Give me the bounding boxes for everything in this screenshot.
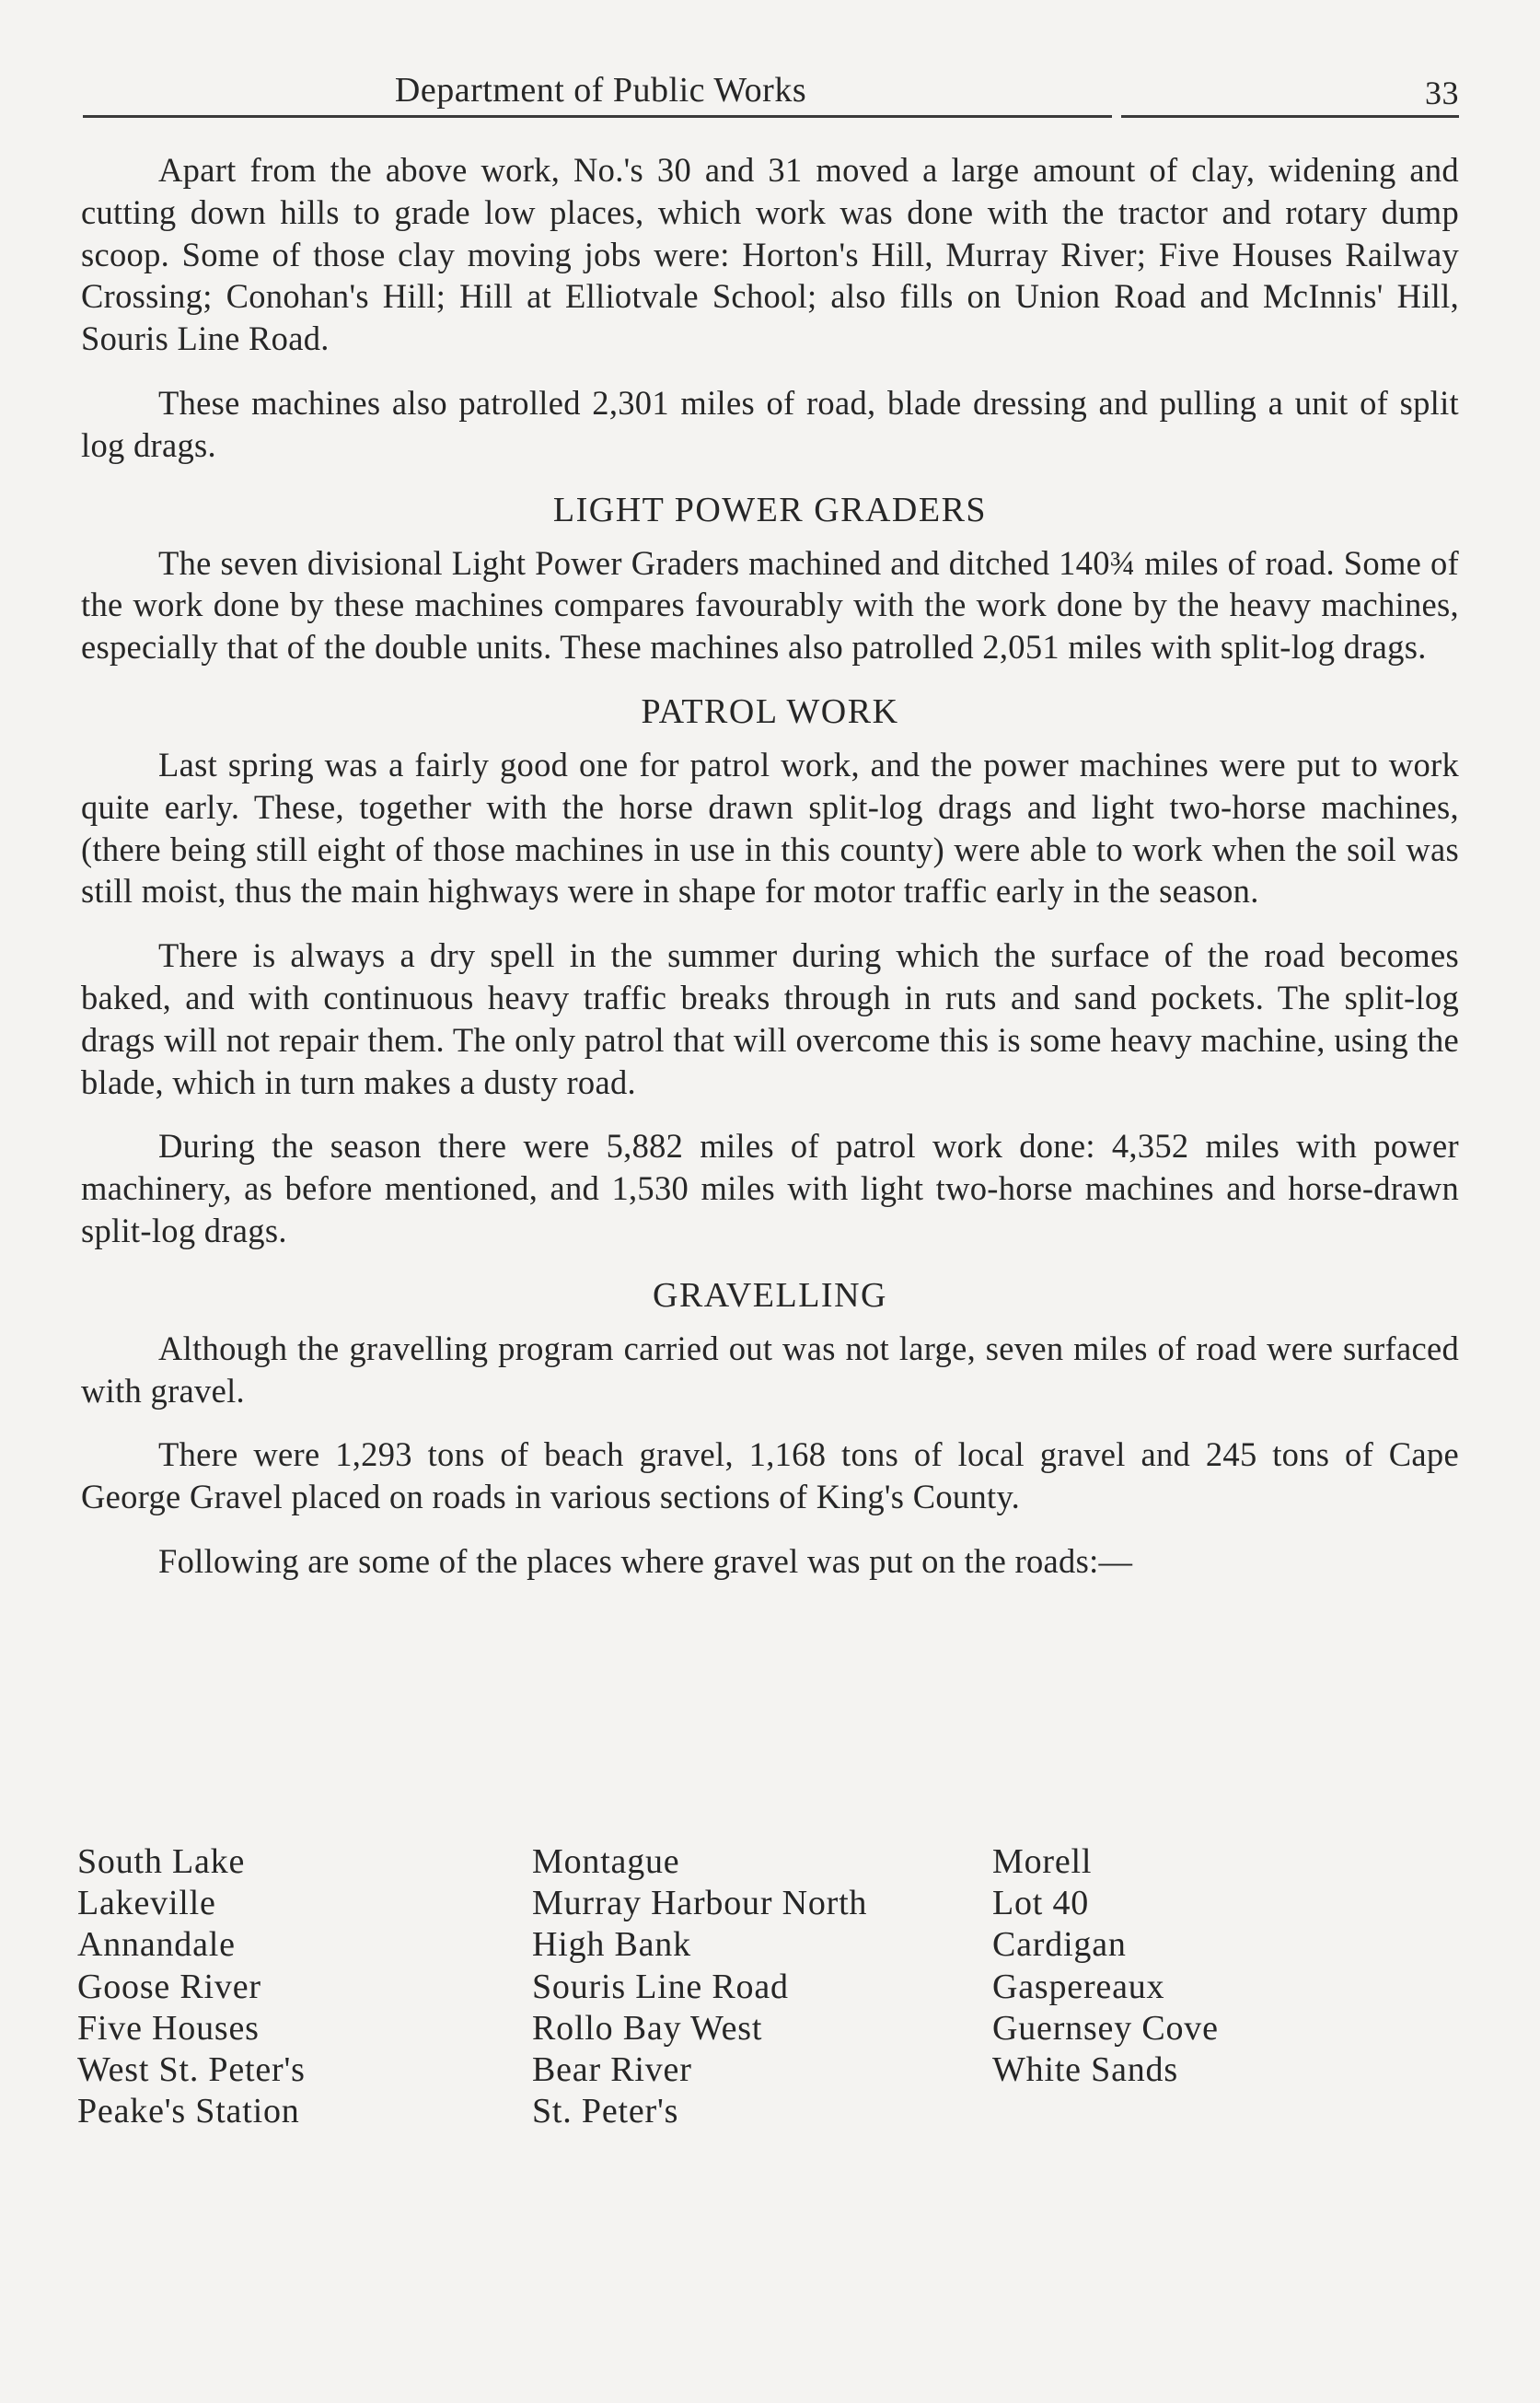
running-title: Department of Public Works xyxy=(394,71,807,110)
place-item: White Sands xyxy=(992,2050,1178,2090)
paragraph-clay-moving: Apart from the above work, No.'s 30 and 31 moved a large amount of clay, widening and cutting down hills to grade low places, which work was done with the tractor and rotary dump scoop. Some of those clay moving jobs were: Horton's Hill, Murray River; Five Houses Railway Crossing; Conohan's Hill; Hill at Elliotvale School; also fills on Union Road and McInnis' Hill, Souris Line Road. xyxy=(81,151,1459,358)
page-number: 33 xyxy=(1425,75,1459,111)
place-item: Lakeville xyxy=(77,1884,216,1923)
place-item: Souris Line Road xyxy=(532,1967,789,2006)
paragraph-patrol-miles: During the season there were 5,882 miles of patrol work done: 4,352 miles with power machinery, as before mentioned, and 1,530 miles with light two-horse machines and horse-drawn split-log drags. xyxy=(81,1127,1459,1249)
place-item: High Bank xyxy=(532,1925,691,1965)
paragraph-patrolled-miles: These machines also patrolled 2,301 miles of road, blade dressing and pulling a unit of split log drags. xyxy=(81,383,1459,464)
paragraph-patrol-spring: Last spring was a fairly good one for patrol work, and the power machines were put to work quite early. These, together with the horse drawn split-log drags and light two-horse machines, (there being still eight of those machines in use in this county) were able to work when the soil was still moist, thus the main highways were in shape for motor traffic early in the season. xyxy=(81,745,1459,911)
heading-patrol-work: PATROL WORK xyxy=(641,691,899,731)
places-column-3 xyxy=(992,1841,1219,2091)
paragraph-places-intro: Following are some of the places where gravel was put on the roads:— xyxy=(158,1541,1133,1580)
place-item: Lot 40 xyxy=(992,1884,1090,1923)
header-rule-right xyxy=(1121,115,1459,118)
page-header xyxy=(83,64,1459,116)
place-item: St. Peter's xyxy=(532,2092,679,2131)
place-item: Bear River xyxy=(532,2050,692,2090)
places-column-2 xyxy=(532,1841,867,2132)
paragraph-light-power-graders: The seven divisional Light Power Graders machined and ditched 140¾ miles of road. Some of the work done by these machines compares favourably with the work done by the heavy machines, especially that of the double units. These machines also patrolled 2,051 miles with split-log drags. xyxy=(81,543,1459,667)
place-item: Peake's Station xyxy=(77,2092,300,2131)
place-item: Annandale xyxy=(77,1925,236,1965)
place-item: Morell xyxy=(992,1842,1093,1881)
place-item: Murray Harbour North xyxy=(532,1884,868,1923)
paragraph-dry-spell: There is always a dry spell in the summer during which the surface of the road becomes baked, and with continuous heavy traffic breaks through in ruts and sand pockets. The split-log drags will not repair them. The only patrol that will overcome this is some heavy machine, using the blade, which in turn makes a dusty road. xyxy=(81,936,1459,1101)
place-item: Rollo Bay West xyxy=(532,2008,763,2048)
document-body xyxy=(81,149,1459,1605)
heading-gravelling: GRAVELLING xyxy=(653,1275,887,1315)
place-item: Guernsey Cove xyxy=(992,2008,1219,2048)
place-item: Goose River xyxy=(77,1967,261,2006)
place-item: Gaspereaux xyxy=(992,1967,1165,2006)
header-rule-left xyxy=(83,115,1112,118)
place-item: Montague xyxy=(532,1842,680,1881)
places-column-1 xyxy=(77,1841,306,2132)
place-item: Cardigan xyxy=(992,1925,1127,1965)
place-item: Five Houses xyxy=(77,2008,260,2048)
heading-light-power-graders: LIGHT POWER GRADERS xyxy=(552,490,988,529)
place-item: South Lake xyxy=(77,1842,246,1881)
paragraph-gravel-tons: There were 1,293 tons of beach gravel, 1,168 tons of local gravel and 245 tons of Cape George Gravel placed on roads in various sections of King's County. xyxy=(81,1435,1459,1516)
paragraph-gravelling-program: Although the gravelling program carried out was not large, seven miles of road were surfaced with gravel. xyxy=(81,1329,1459,1410)
place-item: West St. Peter's xyxy=(77,2050,306,2090)
